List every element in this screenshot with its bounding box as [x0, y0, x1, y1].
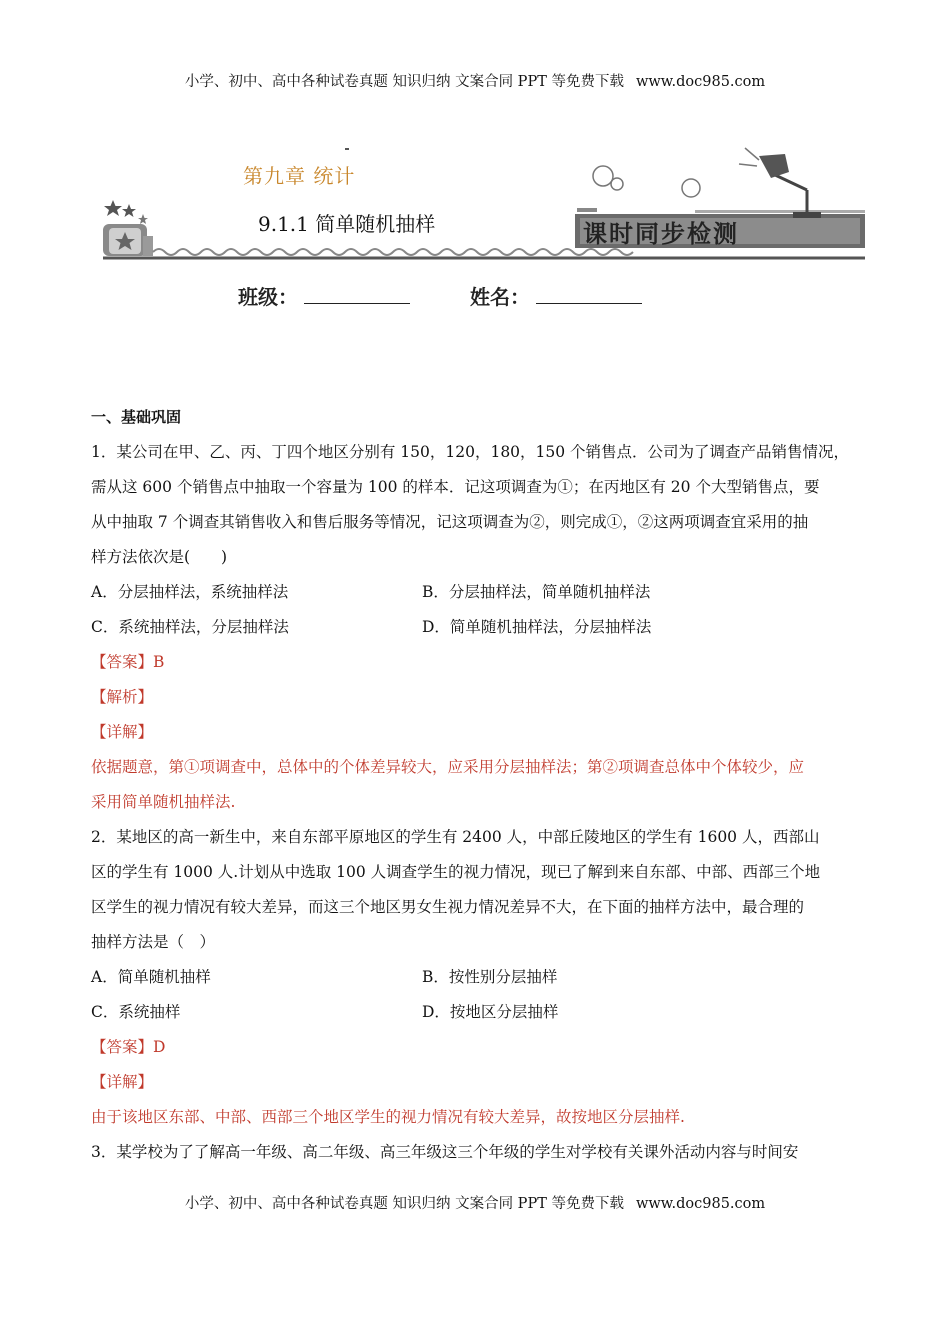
stamp-label: 课时同步检测: [583, 219, 739, 248]
name-label: 姓名：: [470, 285, 530, 309]
name-field: [470, 281, 642, 310]
answer-value: B: [153, 653, 165, 671]
question-3: [91, 1135, 871, 1170]
option-c: C．系统抽样: [91, 1003, 181, 1021]
bubble-icon: [593, 166, 613, 186]
section-heading: 一、基础巩固: [91, 408, 182, 426]
class-field: [238, 281, 410, 310]
header-text: 小学、初中、高中各种试卷真题 知识归纳 文案合同 PPT 等免费下载: [184, 74, 624, 90]
page-header: [0, 70, 950, 91]
star-icon: [104, 200, 122, 216]
question-line: 抽样方法是（ ）: [91, 933, 216, 951]
question-1: [91, 435, 871, 820]
answer-tag: 【答案】: [91, 653, 154, 671]
options: [91, 575, 871, 645]
option-d: D．按地区分层抽样: [422, 1003, 559, 1021]
banner-graphic: [95, 128, 865, 268]
page-footer: [0, 1192, 950, 1213]
footer-text: 小学、初中、高中各种试卷真题 知识归纳 文案合同 PPT 等免费下载: [184, 1196, 624, 1212]
detail-line: 由于该地区东部、中部、西部三个地区学生的视力情况有较大差异，故按地区分层抽样.: [91, 1108, 685, 1126]
answer-row: [91, 645, 871, 680]
question-line: 区学生的视力情况有较大差异，而这三个地区男女生视力情况差异不大，在下面的抽样方法中，最合理的: [91, 898, 805, 916]
question-line: 需从这 600 个销售点中抽取一个容量为 100 的样本．记这项调查为①；在丙地区有 20 个大型销售点，要: [91, 478, 820, 496]
option-b: B．按性别分层抽样: [422, 968, 558, 986]
document-body: [91, 400, 871, 1170]
question-line: 样方法依次是( ): [91, 548, 228, 566]
options: [91, 960, 871, 1030]
question-2: [91, 820, 871, 1135]
question-line: 2．某地区的高一新生中，来自东部平原地区的学生有 2400 人，中部丘陵地区的学生有 1600 人，西部山: [91, 828, 820, 846]
detail-line: 采用简单随机抽样法.: [91, 793, 236, 811]
name-blank[interactable]: [536, 285, 642, 304]
class-label: 班级：: [238, 285, 298, 309]
detail-tag: 【详解】: [91, 723, 154, 741]
option-a: A．简单随机抽样: [91, 968, 211, 986]
class-blank[interactable]: [304, 285, 410, 304]
star-icon: [138, 214, 148, 224]
question-line: 3．某学校为了了解高一年级、高二年级、高三年级这三个年级的学生对学校有关课外活动内容与时间安: [91, 1143, 799, 1161]
header-url[interactable]: www.doc985.com: [635, 74, 766, 90]
answer-value: D: [153, 1038, 166, 1056]
detail-tag: 【详解】: [91, 1073, 154, 1091]
option-c: C．系统抽样法，分层抽样法: [91, 618, 289, 636]
answer-tag: 【答案】: [91, 1038, 154, 1056]
answer-row: [91, 1030, 871, 1065]
question-line: 1．某公司在甲、乙、丙、丁四个地区分别有 150，120，180，150 个销售点．公司为了调查产品销售情况，: [91, 443, 850, 461]
option-b: B．分层抽样法，简单随机抽样法: [422, 583, 651, 601]
section-title: 9.1.1 简单随机抽样: [258, 212, 436, 236]
detail-line: 依据题意，第①项调查中，总体中的个体差异较大，应采用分层抽样法；第②项调查总体中个体较少，应: [91, 758, 805, 776]
option-d: D．简单随机抽样法，分层抽样法: [422, 618, 652, 636]
question-line: 从中抽取 7 个调查其销售收入和售后服务等情况，记这项调查为②，则完成①，②这两项调查宜采用的抽: [91, 513, 809, 531]
analysis-tag: 【解析】: [91, 688, 154, 706]
footer-url[interactable]: www.doc985.com: [635, 1196, 766, 1212]
bubble-icon: [611, 178, 623, 190]
star-icon: [122, 204, 136, 217]
desk-lamp-icon: [739, 148, 821, 218]
question-line: 区的学生有 1000 人.计划从中选取 100 人调查学生的视力情况，现已了解到来自东部、中部、西部三个地: [91, 863, 821, 881]
chapter-title: 第九章 统计: [243, 164, 356, 188]
option-a: A．分层抽样法，系统抽样法: [91, 583, 289, 601]
bubble-icon: [682, 179, 700, 197]
